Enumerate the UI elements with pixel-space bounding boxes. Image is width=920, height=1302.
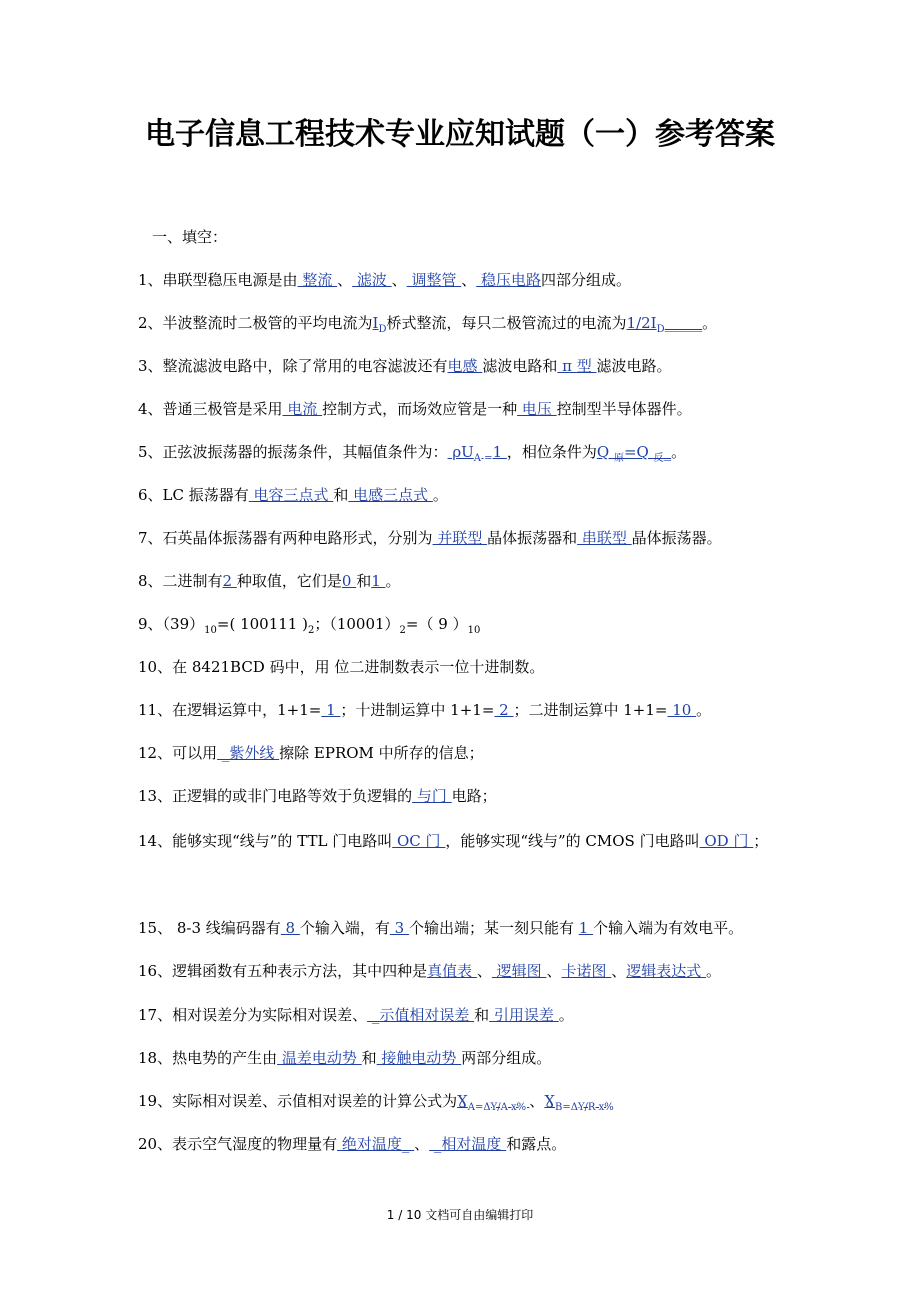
separator: 、 bbox=[611, 962, 627, 980]
answer-subscript: B=ΔY/R x% bbox=[555, 1102, 614, 1113]
answer: 温差电动势 bbox=[277, 1049, 362, 1067]
answer: _相对温度 bbox=[429, 1135, 507, 1153]
answer bbox=[544, 1092, 614, 1113]
question-text: 和 bbox=[333, 486, 349, 504]
question-text: 和露点。 bbox=[506, 1135, 567, 1153]
answer-text: =Q bbox=[623, 443, 654, 461]
question-text: 桥式整流，每只二极管流过的电流为 bbox=[386, 314, 627, 332]
question-text: 四部分组成。 bbox=[541, 271, 632, 289]
question-16 bbox=[138, 960, 798, 982]
answer-text: Q bbox=[596, 443, 614, 461]
question-17 bbox=[138, 1004, 798, 1026]
question-11 bbox=[138, 699, 798, 721]
answer: _示值相对误差 bbox=[367, 1006, 475, 1024]
question-text: 15、 8-3 线编码器有 bbox=[138, 919, 281, 937]
question-text: 6、LC 振荡器有 bbox=[138, 486, 249, 504]
question-text: 1、串联型稳压电源是由 bbox=[138, 271, 298, 289]
question-text: 5、正弦波振荡器的振荡条件，其幅值条件为： bbox=[138, 443, 448, 461]
question-text: =（ 9 ） bbox=[405, 615, 468, 633]
answer: OC 门 bbox=[392, 832, 446, 850]
answer bbox=[596, 443, 672, 464]
question-14 bbox=[138, 820, 798, 863]
question-text: 12、可以用 bbox=[138, 744, 218, 762]
question-text: 和 bbox=[474, 1006, 490, 1024]
answer: 接触电动势 bbox=[376, 1049, 462, 1067]
question-text: 和 bbox=[356, 572, 372, 590]
answer-subscript: 原 bbox=[613, 453, 624, 464]
question-9 bbox=[138, 613, 798, 642]
answer-subscript: D bbox=[656, 324, 665, 335]
question-6 bbox=[138, 484, 798, 506]
answer: 调整管 bbox=[406, 271, 462, 289]
question-text: ，能够实现“线与”的 CMOS 门电路叫 bbox=[445, 832, 700, 850]
answer-text: 1/2I bbox=[626, 314, 657, 332]
answer-blank: _ bbox=[663, 443, 672, 461]
answer: 逻辑图 bbox=[491, 962, 547, 980]
answer: 绝对温度_ bbox=[337, 1135, 415, 1153]
answer: 卡诺图 bbox=[561, 962, 612, 980]
question-text: 10、在 8421BCD 码中，用 位二进制数表示一位十进制数。 bbox=[138, 658, 545, 676]
question-text: 滤波电路。 bbox=[596, 357, 672, 375]
question-text: ；（10001） bbox=[314, 615, 400, 633]
answer: 10 bbox=[667, 701, 697, 719]
question-20 bbox=[138, 1133, 798, 1155]
question-text: 滤波电路和 bbox=[482, 357, 558, 375]
answer-text: Ɣ bbox=[544, 1092, 555, 1110]
question-text: 14、能够实现“线与”的 TTL 门电路叫 bbox=[138, 832, 393, 850]
answer: 2 bbox=[222, 572, 237, 590]
question-5 bbox=[138, 441, 798, 470]
question-text: 个输出端；某一刻只能有 bbox=[408, 919, 579, 937]
answer bbox=[447, 443, 507, 464]
section-heading: 一、填空： bbox=[152, 228, 228, 246]
question-4 bbox=[138, 398, 798, 420]
answer: 电压 bbox=[517, 400, 557, 418]
answer: π 型 bbox=[557, 357, 597, 375]
answer: 1 bbox=[321, 701, 341, 719]
question-19 bbox=[138, 1090, 798, 1119]
answer bbox=[626, 314, 703, 335]
question-text: ，相位条件为 bbox=[506, 443, 597, 461]
answer: 1 bbox=[371, 572, 386, 590]
question-10 bbox=[138, 656, 798, 678]
question-text: ；十进制运算中 1+1= bbox=[340, 701, 495, 719]
answer bbox=[457, 1092, 530, 1113]
question-text: 11、在逻辑运算中，1+1= bbox=[138, 701, 322, 719]
answer: 滤波 bbox=[352, 271, 392, 289]
question-text: 13、正逻辑的或非门电路等效于负逻辑的 bbox=[138, 787, 413, 805]
question-text: 7、石英晶体振荡器有两种电路形式，分别为 bbox=[138, 529, 433, 547]
answer bbox=[372, 314, 387, 335]
answer-text: Ɣ bbox=[457, 1092, 468, 1110]
question-2 bbox=[138, 312, 798, 341]
question-text: =( 100111 ) bbox=[216, 615, 308, 633]
question-12 bbox=[138, 742, 798, 764]
answer: 真值表 bbox=[427, 962, 477, 980]
question-7 bbox=[138, 527, 798, 549]
answer: 电流 bbox=[282, 400, 323, 418]
answer: OD 门 bbox=[699, 832, 754, 850]
question-text: 16、逻辑函数有五种表示方法，其中四种是 bbox=[138, 962, 428, 980]
question-text: 2、半波整流时二极管的平均电流为 bbox=[138, 314, 373, 332]
question-8 bbox=[138, 570, 798, 592]
question-text: 3、整流滤波电路中，除了常用的电容滤波还有 bbox=[138, 357, 448, 375]
question-text: 控制方式，而场效应管是一种 bbox=[322, 400, 518, 418]
base-subscript: 10 bbox=[467, 625, 481, 636]
question-18 bbox=[138, 1047, 798, 1069]
question-text: 晶体振荡器和 bbox=[487, 529, 578, 547]
answer: 3 bbox=[389, 919, 409, 937]
page-title: 电子信息工程技术专业应知试题（一）参考答案 bbox=[145, 117, 775, 152]
question-text: 9、（39） bbox=[138, 615, 205, 633]
separator: 、 bbox=[529, 1092, 545, 1110]
question-text: ； bbox=[753, 832, 769, 850]
answer: 1 bbox=[578, 919, 594, 937]
question-text: 擦除 EPROM 中所存的信息； bbox=[279, 744, 484, 762]
question-text: 晶体振荡器。 bbox=[631, 529, 722, 547]
answer: 0 bbox=[341, 572, 357, 590]
separator: 、 bbox=[391, 271, 407, 289]
question-3 bbox=[138, 355, 798, 377]
base-subscript: 10 bbox=[204, 625, 217, 636]
question-text: ；二进制运算中 1+1= bbox=[513, 701, 668, 719]
question-text: 两部分组成。 bbox=[461, 1049, 552, 1067]
question-text: 个输入端为有效电平。 bbox=[593, 919, 744, 937]
answer: 引用误差 bbox=[489, 1006, 559, 1024]
question-15 bbox=[138, 917, 798, 939]
question-text: 。 bbox=[706, 962, 722, 980]
answer: 2 bbox=[494, 701, 514, 719]
question-text: 。 bbox=[696, 701, 712, 719]
answer: 串联型 bbox=[577, 529, 632, 547]
answer: 并联型 bbox=[432, 529, 488, 547]
answer-subscript: 反 bbox=[653, 453, 664, 464]
answer-text: ρU bbox=[447, 443, 474, 461]
question-text: 种取值，它们是 bbox=[236, 572, 342, 590]
answer-text: 1 bbox=[492, 443, 507, 461]
answer: _紫外线 bbox=[217, 744, 280, 762]
answer-subscript: D bbox=[378, 324, 387, 335]
answer-subscript: A = bbox=[473, 453, 493, 464]
question-text: 17、相对误差分为实际相对误差、 bbox=[138, 1006, 368, 1024]
question-text: 。 bbox=[432, 486, 448, 504]
question-text: 。 bbox=[702, 314, 718, 332]
question-13 bbox=[138, 785, 798, 807]
question-text: 和 bbox=[361, 1049, 377, 1067]
question-text: 20、表示空气湿度的物理量有 bbox=[138, 1135, 338, 1153]
separator: 、 bbox=[337, 271, 353, 289]
answer: 8 bbox=[280, 919, 300, 937]
answer: 电感 bbox=[447, 357, 483, 375]
question-text: 19、实际相对误差、示值相对误差的计算公式为 bbox=[138, 1092, 458, 1110]
question-text: 。 bbox=[558, 1006, 574, 1024]
question-text: 个输入端，有 bbox=[299, 919, 390, 937]
answer-blank: _____ bbox=[664, 314, 703, 332]
question-text: 4、普通三极管是采用 bbox=[138, 400, 283, 418]
separator: 、 bbox=[414, 1135, 430, 1153]
separator: 、 bbox=[546, 962, 562, 980]
answer: 电容三点式 bbox=[248, 486, 334, 504]
question-text: 。 bbox=[385, 572, 401, 590]
question-text: 电路； bbox=[451, 787, 497, 805]
question-text: 8、二进制有 bbox=[138, 572, 223, 590]
question-1 bbox=[138, 269, 798, 291]
answer-text: I bbox=[372, 314, 379, 332]
separator: 、 bbox=[461, 271, 477, 289]
base-subscript: 2 bbox=[307, 625, 315, 636]
answer: 逻辑表达式 bbox=[626, 962, 707, 980]
answer: 电感三点式 bbox=[348, 486, 433, 504]
answer: 与门 bbox=[412, 787, 452, 805]
answer-subscript: A=ΔY/A x% bbox=[467, 1102, 530, 1113]
question-text: 。 bbox=[671, 443, 687, 461]
answer: 稳压电路 bbox=[476, 271, 542, 289]
separator: 、 bbox=[476, 962, 492, 980]
page-footer: 1 / 10 文档可自由编辑打印 bbox=[386, 1208, 534, 1222]
question-text: 18、热电势的产生由 bbox=[138, 1049, 278, 1067]
base-subscript: 2 bbox=[399, 625, 406, 636]
answer: 整流 bbox=[297, 271, 338, 289]
question-text: 控制型半导体器件。 bbox=[556, 400, 692, 418]
